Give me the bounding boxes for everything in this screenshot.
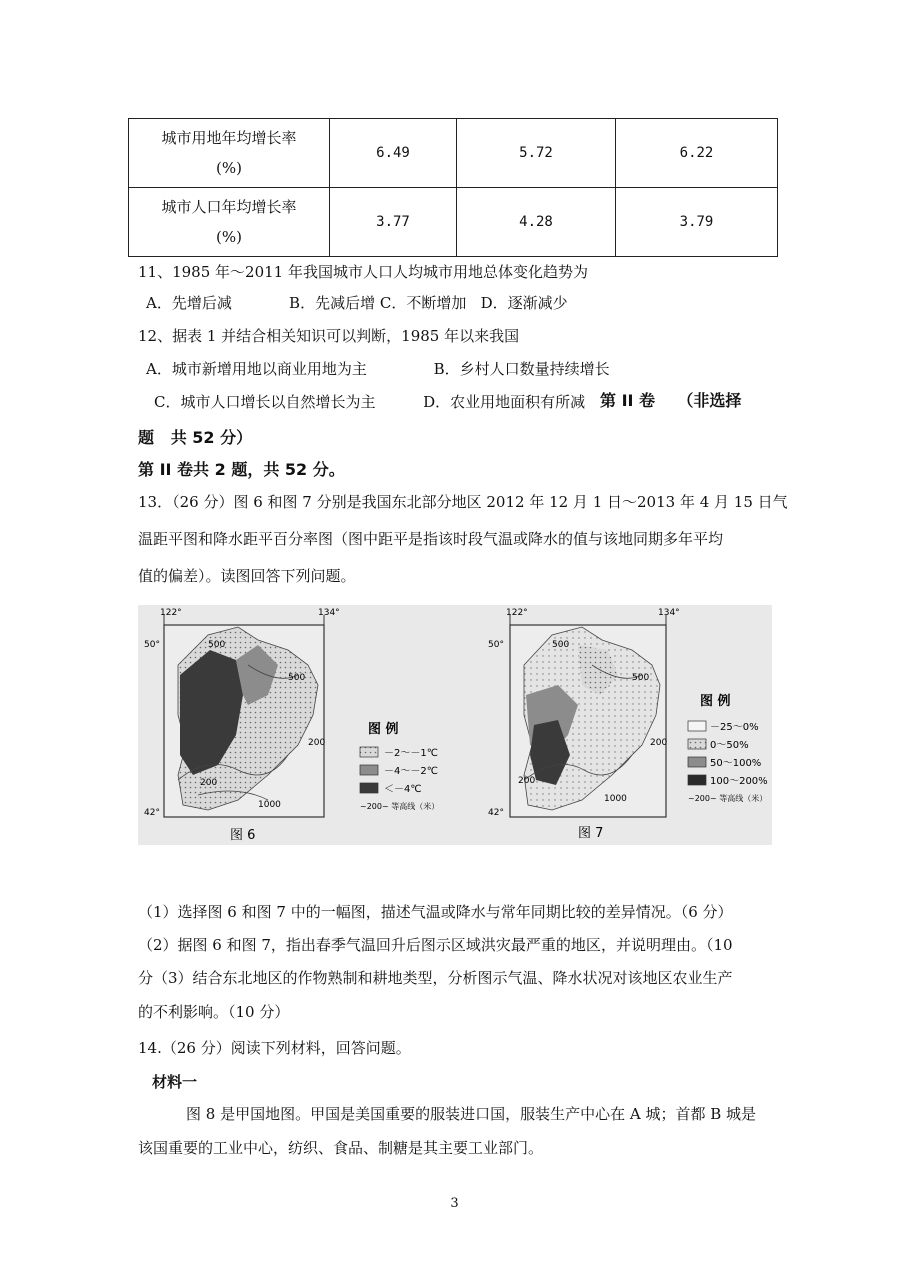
table-row bbox=[129, 188, 778, 257]
row-label-line2: (%) bbox=[216, 228, 242, 246]
table-row-label bbox=[129, 188, 330, 257]
map7-contour: 200 bbox=[650, 738, 668, 748]
q13-sub3: 分（3）结合东北地区的作物熟制和耕地类型，分析图示气温、降水状况对该地区农业生产 bbox=[138, 969, 733, 987]
table-row-label bbox=[129, 119, 330, 188]
map7-legend-item: 50～100% bbox=[710, 758, 762, 769]
map6-legend-swatch bbox=[360, 765, 378, 775]
map6-legend-item: －4～－2℃ bbox=[384, 766, 438, 777]
map6 bbox=[164, 615, 324, 817]
map6-lat-top: 50° bbox=[144, 640, 160, 650]
q12-stem: 12、据表 1 并结合相关知识可以判断，1985 年以来我国 bbox=[138, 327, 520, 345]
q14-line2: 该国重要的工业中心，纺织、食品、制糖是其主要工业部门。 bbox=[138, 1139, 544, 1157]
map6-label: 图 6 bbox=[230, 828, 256, 843]
map7-contour-legend: ~200~ 等高线（米） bbox=[688, 794, 768, 803]
map6-lon-left: 122° bbox=[160, 608, 182, 618]
map6-contour-legend: ~200~ 等高线（米） bbox=[360, 802, 440, 811]
map6-contour: 200 bbox=[308, 738, 326, 748]
row-label-line1: 城市人口年均增长率 bbox=[161, 198, 297, 216]
figure-maps bbox=[138, 605, 772, 845]
map7-contour: 500 bbox=[632, 673, 650, 683]
page-number: 3 bbox=[450, 1196, 459, 1211]
q13-sub4: 的不利影响。（10 分） bbox=[138, 1003, 290, 1021]
q11-options: A．先增后减 B．先减后增 C．不断增加 D．逐渐减少 bbox=[146, 294, 568, 312]
map7-contour: 1000 bbox=[604, 794, 627, 804]
data-table bbox=[128, 118, 778, 257]
section-subheader: 第 II 卷共 2 题，共 52 分。 bbox=[138, 460, 345, 479]
table-row bbox=[129, 119, 778, 188]
q13-sub1: （1）选择图 6 和图 7 中的一幅图，描述气温或降水与常年同期比较的差异情况。（6 分） bbox=[138, 903, 733, 921]
map6-legend-item: －2～－1℃ bbox=[384, 748, 438, 759]
map6-legend-swatch bbox=[360, 747, 378, 757]
map6-contour: 200 bbox=[200, 778, 218, 788]
map7-legend-item: 100～200% bbox=[710, 776, 768, 787]
map7-lon-right: 134° bbox=[658, 608, 680, 618]
map7-contour: 500 bbox=[552, 640, 570, 650]
map7-contour: 200 bbox=[518, 776, 536, 786]
map6-lat-bottom: 42° bbox=[144, 808, 160, 818]
map7-legend-item: 0～50% bbox=[710, 740, 749, 751]
q13-line2: 温距平图和降水距平百分率图（图中距平是指该时段气温或降水的值与该地同期多年平均 bbox=[138, 530, 724, 548]
map7-legend-title: 图 例 bbox=[700, 694, 731, 709]
table-cell: 3.79 bbox=[616, 188, 778, 257]
map7-legend-swatch bbox=[688, 757, 706, 767]
map7 bbox=[510, 615, 666, 817]
q12-options-2: C．城市人口增长以自然增长为主 D．农业用地面积有所减 bbox=[154, 393, 586, 411]
q13-sub2: （2）据图 6 和图 7，指出春季气温回升后图示区域洪灾最严重的地区，并说明理由。（10 bbox=[138, 936, 733, 954]
q13-line1: 13．（26 分）图 6 和图 7 分别是我国东北部分地区 2012 年 12 月 1 日～2013 年 4 月 15 日气 bbox=[138, 493, 788, 511]
q13-line3: 值的偏差）。读图回答下列问题。 bbox=[138, 567, 356, 585]
q11-stem: 11、1985 年～2011 年我国城市人口人均城市用地总体变化趋势为 bbox=[138, 263, 588, 281]
table-cell: 4.28 bbox=[457, 188, 616, 257]
table-cell: 3.77 bbox=[330, 188, 457, 257]
map6-legend-title: 图 例 bbox=[368, 722, 399, 737]
map6-contour: 500 bbox=[288, 673, 306, 683]
q12-options-1: A．城市新增用地以商业用地为主 B．乡村人口数量持续增长 bbox=[146, 360, 610, 378]
map7-legend-swatch bbox=[688, 739, 706, 749]
q14-stem: 14.（26 分）阅读下列材料，回答问题。 bbox=[138, 1039, 411, 1057]
maps-svg bbox=[138, 605, 772, 845]
map6-contour: 1000 bbox=[258, 800, 281, 810]
map6-legend-swatch bbox=[360, 783, 378, 793]
map7-label: 图 7 bbox=[578, 826, 604, 841]
table-cell: 5.72 bbox=[457, 119, 616, 188]
map6-legend-item: ＜－4℃ bbox=[384, 784, 422, 795]
map7-lon-left: 122° bbox=[506, 608, 528, 618]
map7-lat-top: 50° bbox=[488, 640, 504, 650]
map7-lat-bottom: 42° bbox=[488, 808, 504, 818]
section-header-cont: 题 共 52 分） bbox=[138, 428, 253, 447]
q14-line1: 图 8 是甲国地图。甲国是美国重要的服装进口国，服装生产中心在 A 城；首都 B 城是 bbox=[186, 1105, 757, 1123]
q14-material-title: 材料一 bbox=[152, 1073, 198, 1091]
map6-lon-right: 134° bbox=[318, 608, 340, 618]
row-label-line1: 城市用地年均增长率 bbox=[161, 129, 297, 147]
map7-legend-swatch bbox=[688, 775, 706, 785]
map6-contour: 500 bbox=[208, 640, 226, 650]
section-header-inline: 第 II 卷 （非选择 bbox=[600, 391, 742, 410]
map7-legend-item: －25～0% bbox=[710, 722, 759, 733]
table-cell: 6.22 bbox=[616, 119, 778, 188]
row-label-line2: (%) bbox=[216, 159, 242, 177]
map7-legend-swatch bbox=[688, 721, 706, 731]
table-cell: 6.49 bbox=[330, 119, 457, 188]
